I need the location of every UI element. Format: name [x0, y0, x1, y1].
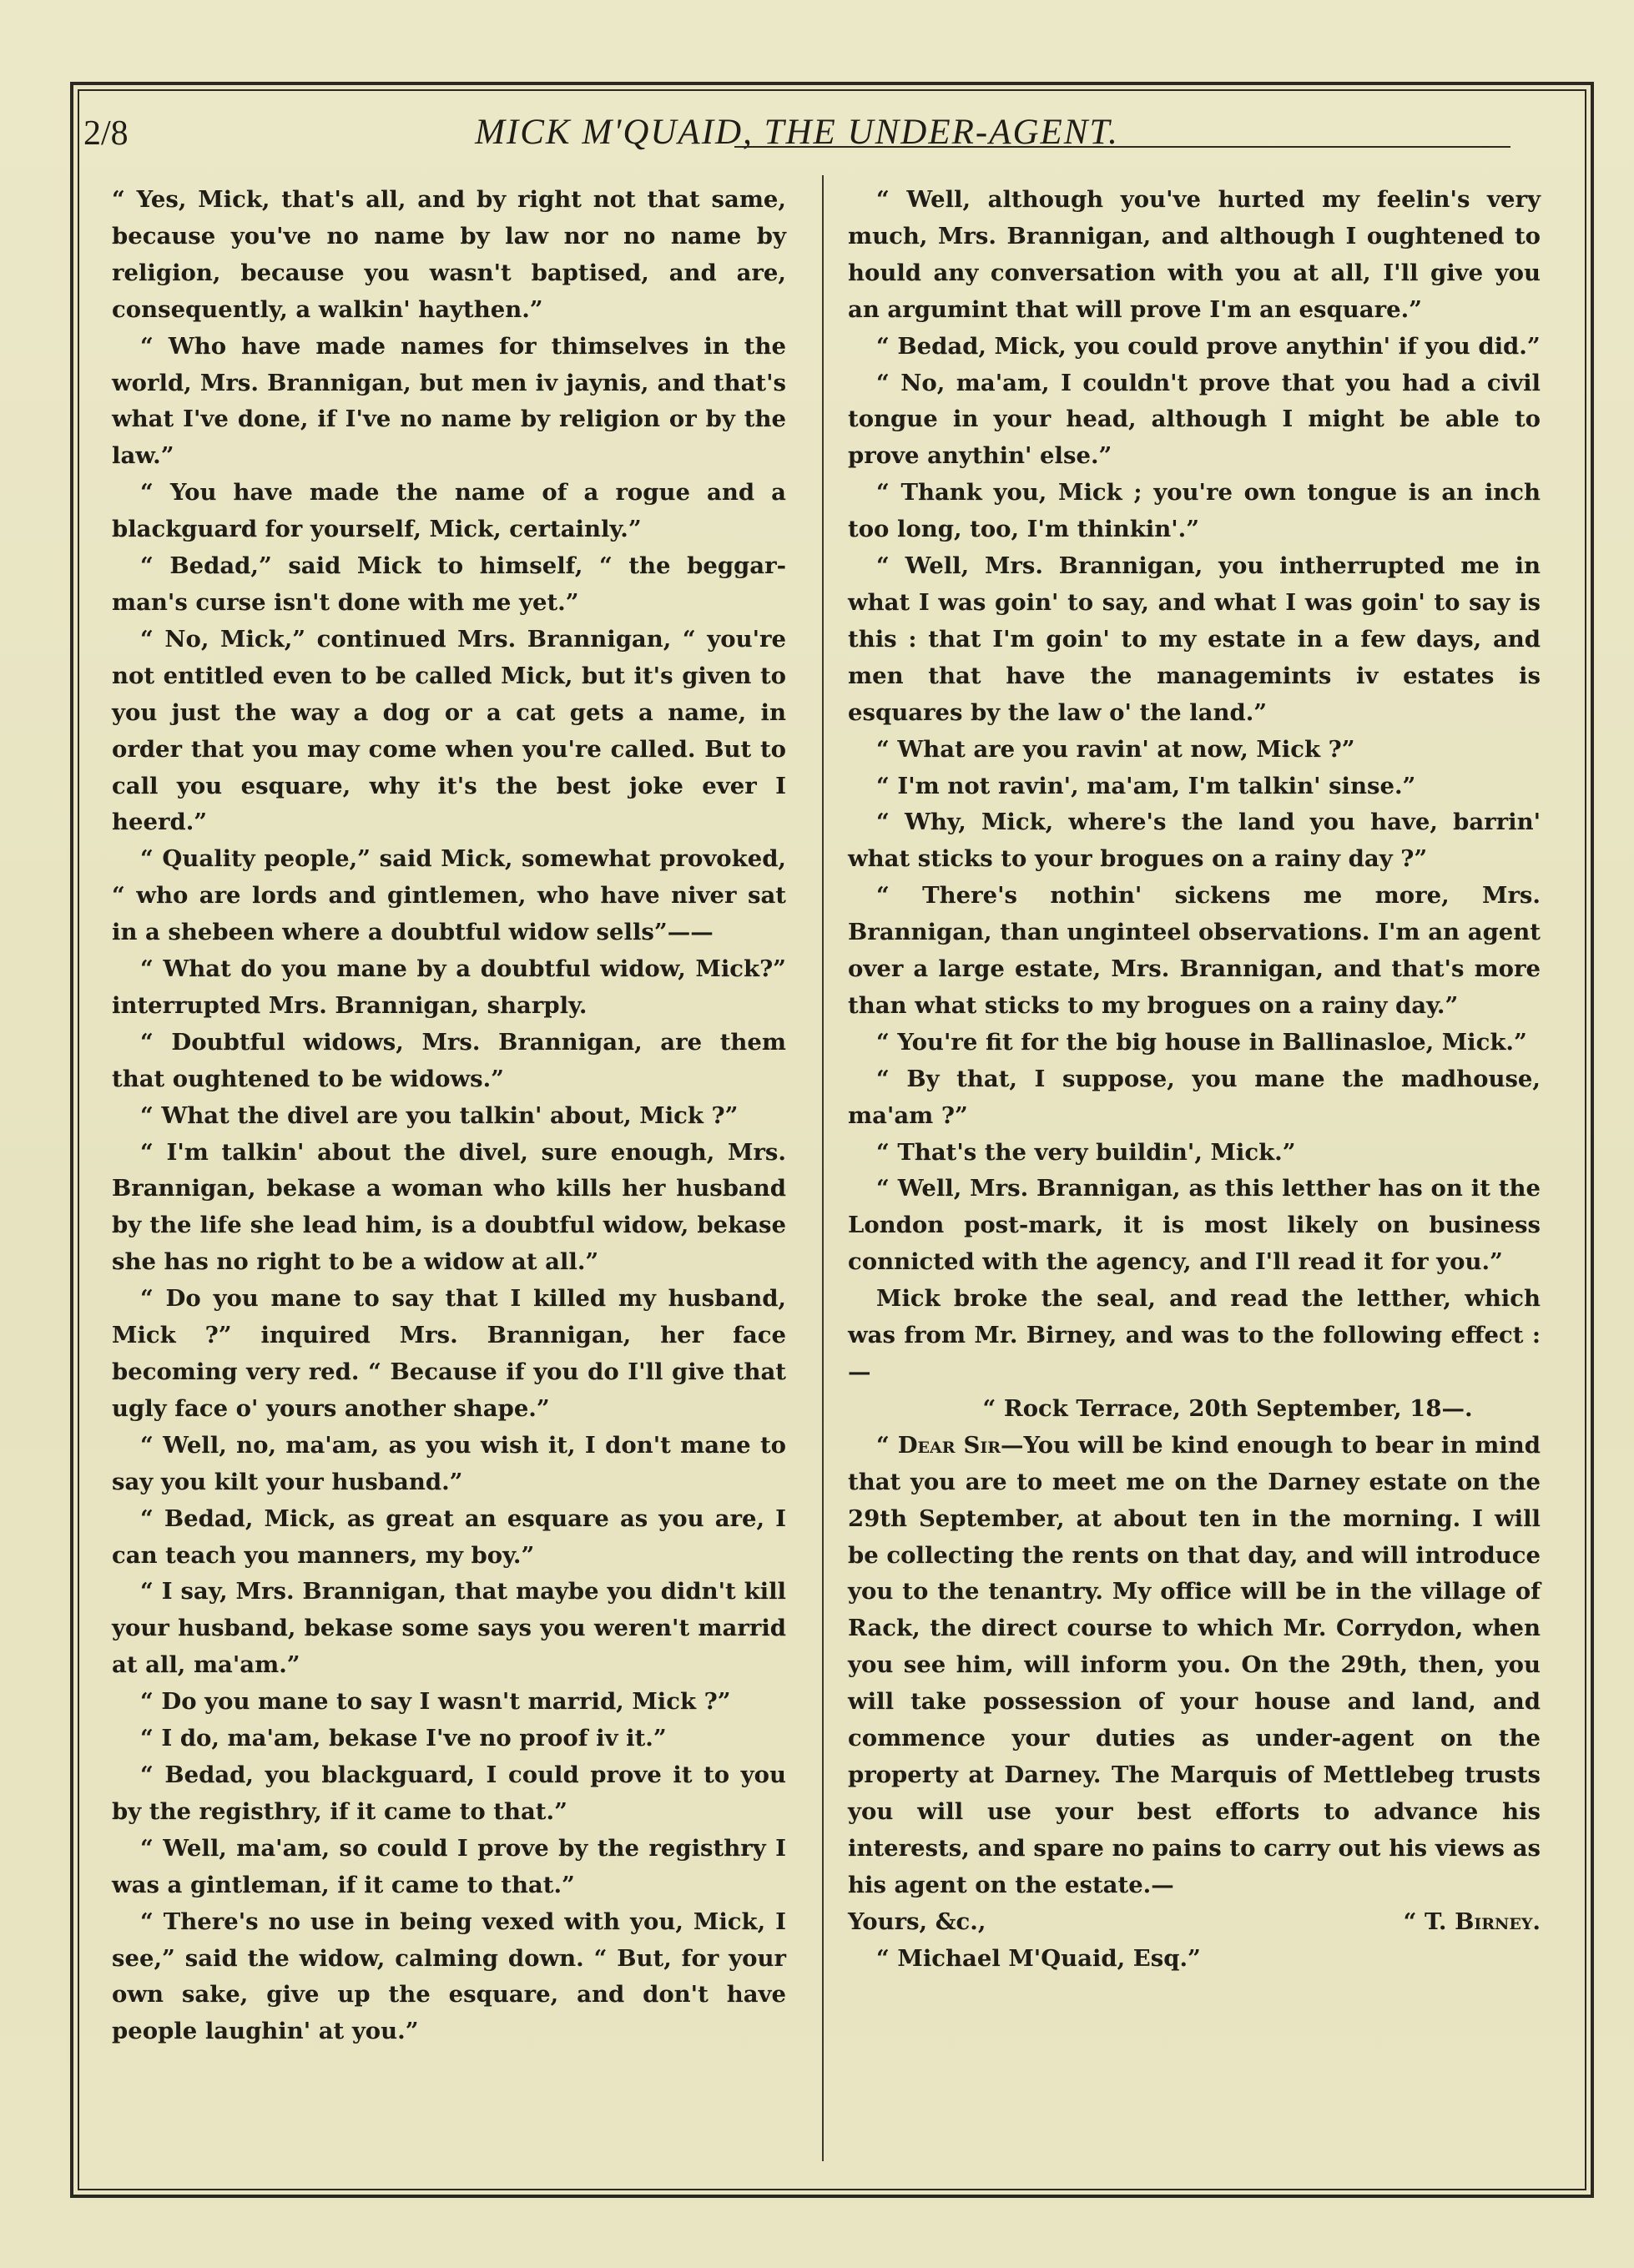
paragraph: “ Do you mane to say that I killed my husband, Mick ?” inquired Mrs. Brannigan, her face becoming very red. “ Because if you do I'll give that ugly face o' yours another shape.” [112, 1285, 786, 1422]
paragraph: “ Quality people,” said Mick, somewhat provoked, “ who are lords and gintlemen, who have niver sat in a shebeen where a doubtful widow sells”—— [112, 845, 786, 946]
paragraph: Mick broke the seal, and read the letther, which was from Mr. Birney, and was to the following effect :— [848, 1285, 1541, 1385]
running-title: MICK M'QUAID, THE UNDER-AGENT. [475, 113, 1119, 152]
paragraph: “ Bedad,” said Mick to himself, “ the beggar-man's curse isn't done with me yet.” [112, 552, 786, 616]
paragraph: “ I do, ma'am, bekase I've no proof iv it.” [140, 1725, 667, 1752]
page-number: 2/8 [83, 114, 129, 153]
letter-addressee: “ Michael M'Quaid, Esq.” [876, 1944, 1201, 1972]
right-column [848, 182, 1541, 1977]
header-rule [734, 146, 1510, 148]
paragraph: “ Do you mane to say I wasn't marrid, Mick ?” [140, 1688, 731, 1716]
paragraph: “ There's no use in being vexed with you, Mick, I see,” said the widow, calming down. “ But, for your own sake, give up the esquare, and don't have people laughin' at you.” [112, 1908, 786, 2045]
paragraph: “ Bedad, Mick, you could prove anythin' if you did.” [876, 332, 1541, 360]
paragraph: “ That's the very buildin', Mick.” [876, 1138, 1296, 1166]
paragraph: “ There's nothin' sickens me more, Mrs. Brannigan, than unginteel observations. I'm an agent over a large estate, Mrs. Brannigan, and that's more than what sticks to my brogues on a rainy day.” [848, 882, 1541, 1019]
paragraph: “ Thank you, Mick ; you're own tongue is an inch too long, too, I'm thinkin'.” [848, 479, 1541, 543]
paragraph: “ What are you ravin' at now, Mick ?” [876, 735, 1355, 763]
paragraph: “ Well, Mrs. Brannigan, as this letther has on it the London post-mark, it is most likely on business connicted with the agency, and I'll read it for you.” [848, 1175, 1541, 1276]
paragraph: “ Well, although you've hurted my feelin's very much, Mrs. Brannigan, and although I oughtened to hould any conversation with you at all, I'll give you an argumint that will prove I'm an esquare.” [848, 186, 1541, 323]
paragraph: “ Bedad, Mick, as great an esquare as you are, I can teach you manners, my boy.” [112, 1504, 786, 1569]
paragraph: “ No, ma'am, I couldn't prove that you had a civil tongue in your head, although I might be able to prove anythin' else.” [848, 369, 1541, 470]
left-column [112, 182, 786, 2050]
paragraph: “ By that, I suppose, you mane the madhouse, ma'am ?” [848, 1065, 1541, 1129]
paragraph: “ Bedad, you blackguard, I could prove it to you by the registhry, if it came to that.” [112, 1761, 786, 1825]
column-divider [822, 175, 824, 2161]
paragraph: “ I'm talkin' about the divel, sure enough, Mrs. Brannigan, bekase a woman who kills her husband by the life she lead him, is a doubtful widow, bekase she has no right to be a widow at all.” [112, 1138, 786, 1276]
letter-dateline: “ Rock Terrace, 20th September, 18—. [982, 1394, 1473, 1422]
paragraph: “ I say, Mrs. Brannigan, that maybe you didn't kill your husband, bekase some says you weren't marrid at all, ma'am.” [112, 1578, 786, 1679]
paragraph: “ No, Mick,” continued Mrs. Brannigan, “ you're not entitled even to be called Mick, but it's given to you just the way a dog or a cat gets a name, in order that you may come when you're called. But to call you esquare, why it's the best joke ever I heerd.” [112, 625, 786, 836]
paragraph: “ You have made the name of a rogue and a blackguard for yourself, Mick, certainly.” [112, 479, 786, 543]
paragraph: “ I'm not ravin', ma'am, I'm talkin' sinse.” [876, 772, 1416, 799]
letter-signature: “ T. Birney. [1403, 1908, 1541, 1935]
letter-signoff [848, 1904, 1541, 1941]
paragraph: “ Well, Mrs. Brannigan, you intherrupted me in what I was goin' to say, and what I was goin' to say is this : that I'm goin' to my estate in a few days, and men that have the managemints iv estates is esquares by the law o' the land.” [848, 552, 1541, 726]
letter-salutation: “ Dear Sir [876, 1431, 1001, 1459]
letter-closing: Yours, &c., [848, 1908, 986, 1935]
page-header [83, 108, 1510, 159]
letter-text: —You will be kind enough to bear in mind that you are to meet me on the Darney estate on the 29th September, at about ten in the morning. I will be collecting the rents on that day, and will introduce you to the tenantry. My office will be in the village of Rack, the direct course to which Mr. Corrydon, when you see him, will inform you. On the 29th, then, you will take possession of your house and land, and commence your duties as under-agent on the property at Darney. The Marquis of Mettlebeg trusts you will use your best efforts to advance his interests, and spare no pains to carry out his views as his agent on the estate.— [848, 1431, 1541, 1898]
paragraph: “ You're fit for the big house in Ballinasloe, Mick.” [876, 1028, 1527, 1056]
paragraph: “ Well, no, ma'am, as you wish it, I don't mane to say you kilt your husband.” [112, 1431, 786, 1495]
paragraph: “ Well, ma'am, so could I prove by the registhry I was a gintleman, if it came to that.” [112, 1834, 786, 1898]
paragraph: “ Doubtful widows, Mrs. Brannigan, are them that oughtened to be widows.” [112, 1028, 786, 1092]
paragraph: “ What do you mane by a doubtful widow, Mick?” interrupted Mrs. Brannigan, sharply. [112, 955, 786, 1019]
paragraph: “ Yes, Mick, that's all, and by right not that same, because you've no name by law nor no name by religion, because you wasn't baptised, and are, consequently, a walkin' haythen.” [112, 186, 786, 323]
paragraph: “ What the divel are you talkin' about, Mick ?” [140, 1101, 739, 1129]
paragraph: “ Who have made names for thimselves in the world, Mrs. Brannigan, but men iv jaynis, and that's what I've done, if I've no name by religion or by the law.” [112, 332, 786, 470]
paragraph: “ Why, Mick, where's the land you have, barrin' what sticks to your brogues on a rainy day ?” [848, 809, 1541, 873]
letter-body [848, 1428, 1541, 1904]
